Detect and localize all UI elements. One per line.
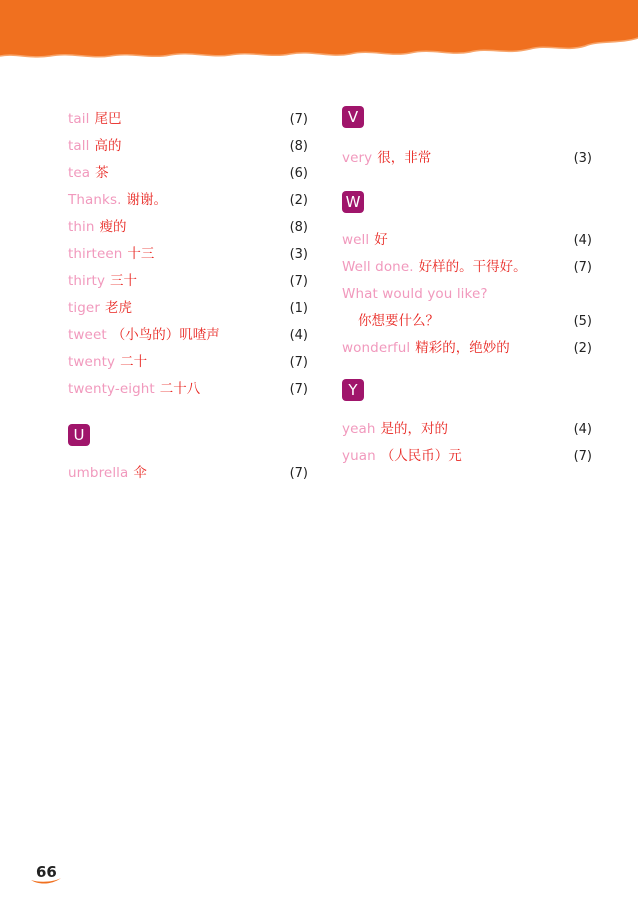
glossary-entry <box>342 281 592 308</box>
english-word: thirteen <box>68 246 123 262</box>
section-letter-badge: V <box>342 106 364 128</box>
glossary-entry <box>342 254 592 281</box>
english-word: well <box>342 232 370 248</box>
glossary-entry <box>342 443 592 470</box>
unit-number: (2) <box>573 341 592 356</box>
chinese-meaning: （人民币）元 <box>380 448 462 464</box>
english-word: yeah <box>342 421 376 437</box>
english-word: tiger <box>68 300 100 316</box>
english-word: wonderful <box>342 340 411 356</box>
glossary-entry <box>342 145 592 172</box>
unit-number: (7) <box>289 466 308 481</box>
section-letter-badge: W <box>342 191 364 213</box>
unit-number: (3) <box>289 247 308 262</box>
chinese-meaning: 高的 <box>94 138 122 154</box>
chinese-meaning: 很，非常 <box>377 150 432 166</box>
english-word: Thanks. <box>68 192 122 208</box>
glossary-entry <box>342 335 592 362</box>
english-word: What would you like? <box>342 286 488 302</box>
chinese-meaning: 伞 <box>133 465 147 481</box>
glossary-entry <box>68 295 308 322</box>
glossary-entry <box>68 268 308 295</box>
chinese-meaning: 老虎 <box>104 300 132 316</box>
unit-number: (8) <box>289 220 308 235</box>
english-word: tweet <box>68 327 107 343</box>
chinese-meaning: 茶 <box>95 165 109 181</box>
unit-number: (6) <box>289 166 308 181</box>
glossary-entry <box>68 322 308 349</box>
glossary-entry <box>68 376 308 403</box>
glossary-entry <box>68 349 308 376</box>
glossary-entry <box>68 214 308 241</box>
chinese-meaning: 三十 <box>110 273 138 289</box>
english-word: thin <box>68 219 95 235</box>
english-word: thirty <box>68 273 106 289</box>
english-word: umbrella <box>68 465 129 481</box>
right-column <box>342 106 592 470</box>
english-word: yuan <box>342 448 376 464</box>
unit-number: (7) <box>573 260 592 275</box>
english-word: tall <box>68 138 90 154</box>
unit-number: (1) <box>289 301 308 316</box>
unit-number: (7) <box>289 382 308 397</box>
english-word: tea <box>68 165 91 181</box>
english-word: twenty <box>68 354 116 370</box>
english-word: Well done. <box>342 259 414 275</box>
chinese-meaning: 尾巴 <box>94 111 122 127</box>
glossary-entry <box>68 133 308 160</box>
chinese-meaning: （小鸟的）叽喳声 <box>111 327 220 343</box>
section-letter-badge: Y <box>342 379 364 401</box>
glossary-entry <box>68 241 308 268</box>
chinese-meaning: 二十 <box>120 354 148 370</box>
section-letter-badge: U <box>68 424 90 446</box>
glossary-entry <box>68 460 308 487</box>
chinese-meaning: 瘦的 <box>99 219 127 235</box>
chinese-meaning: 谢谢。 <box>126 192 167 208</box>
chinese-meaning: 精彩的，绝妙的 <box>415 340 510 356</box>
left-column <box>68 106 308 487</box>
section-u <box>68 424 308 487</box>
unit-number: (7) <box>289 274 308 289</box>
section-w <box>342 191 592 362</box>
chinese-meaning: 二十八 <box>159 381 201 397</box>
chinese-meaning: 十三 <box>127 246 155 262</box>
unit-number: (4) <box>573 422 592 437</box>
glossary-entry <box>342 416 592 443</box>
glossary-entry <box>68 106 308 133</box>
unit-number: (5) <box>573 314 592 329</box>
glossary-entry <box>68 160 308 187</box>
unit-number: (8) <box>289 139 308 154</box>
glossary-entry <box>342 227 592 254</box>
unit-number: (2) <box>289 193 308 208</box>
chinese-meaning: 好 <box>374 232 388 248</box>
glossary-entry <box>68 187 308 214</box>
unit-number: (4) <box>573 233 592 248</box>
unit-number: (3) <box>573 151 592 166</box>
header-band <box>0 0 638 62</box>
english-word: twenty-eight <box>68 381 155 397</box>
chinese-meaning: 好样的。干得好。 <box>418 259 527 275</box>
page-number: 66 <box>36 863 57 881</box>
english-word: tail <box>68 111 90 127</box>
chinese-meaning: 你想要什么？ <box>358 313 439 329</box>
section-y <box>342 379 592 470</box>
unit-number: (4) <box>289 328 308 343</box>
english-word: very <box>342 150 373 166</box>
section-v <box>342 106 592 172</box>
unit-number: (7) <box>289 112 308 127</box>
glossary-entry <box>342 308 592 335</box>
unit-number: (7) <box>289 355 308 370</box>
unit-number: (7) <box>573 449 592 464</box>
chinese-meaning: 是的，对的 <box>380 421 449 437</box>
